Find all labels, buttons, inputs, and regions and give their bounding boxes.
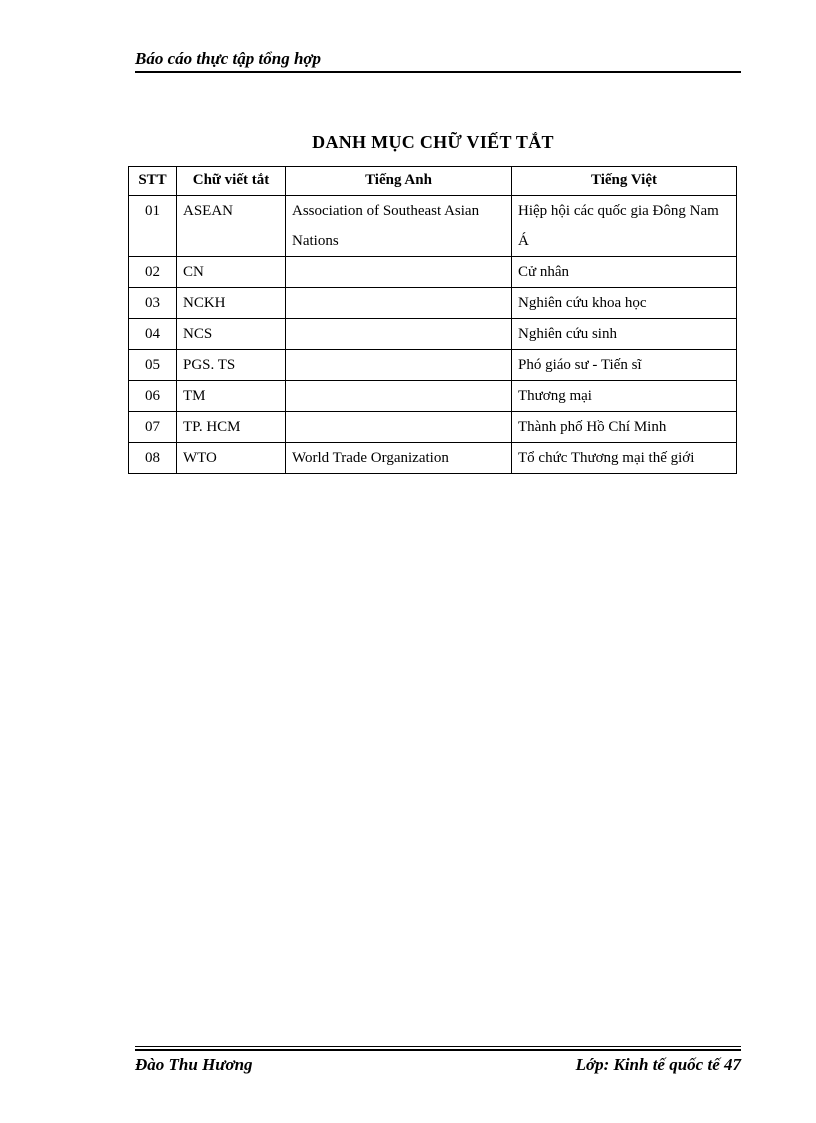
- cell-abbr: CN: [177, 257, 286, 288]
- cell-vietnamese: Cử nhân: [512, 257, 737, 288]
- page-header: [135, 48, 741, 70]
- footer-author: Đào Thu Hương: [135, 1055, 253, 1074]
- cell-english: [286, 319, 512, 350]
- table-row: [129, 350, 737, 381]
- header-english: Tiếng Anh: [286, 167, 512, 196]
- table-row: [129, 257, 737, 288]
- cell-english: [286, 350, 512, 381]
- table-row: [129, 319, 737, 350]
- cell-stt: 07: [129, 412, 177, 443]
- cell-vietnamese: Thương mại: [512, 381, 737, 412]
- cell-english: [286, 381, 512, 412]
- header-stt: STT: [129, 167, 177, 196]
- cell-english: Association of Southeast Asian Nations: [286, 196, 512, 257]
- cell-english: World Trade Organization: [286, 443, 512, 474]
- footer-class: Lớp: Kinh tế quốc tế 47: [575, 1055, 741, 1074]
- cell-abbr: WTO: [177, 443, 286, 474]
- cell-vietnamese: Hiệp hội các quốc gia Đông Nam Á: [512, 196, 737, 257]
- cell-vietnamese: Tổ chức Thương mại thế giới: [512, 443, 737, 474]
- cell-english: [286, 288, 512, 319]
- cell-abbr: NCS: [177, 319, 286, 350]
- header-vietnamese: Tiếng Việt: [512, 167, 737, 196]
- cell-vietnamese: Nghiên cứu khoa học: [512, 288, 737, 319]
- abbreviation-table: [128, 166, 737, 474]
- cell-stt: 04: [129, 319, 177, 350]
- cell-stt: 02: [129, 257, 177, 288]
- cell-english: [286, 257, 512, 288]
- cell-abbr: PGS. TS: [177, 350, 286, 381]
- cell-vietnamese: Nghiên cứu sinh: [512, 319, 737, 350]
- cell-stt: 01: [129, 196, 177, 257]
- header-abbr: Chữ viết tắt: [177, 167, 286, 196]
- cell-abbr: TM: [177, 381, 286, 412]
- table-row: [129, 196, 737, 257]
- header-title: Báo cáo thực tập tổng hợp: [135, 49, 322, 68]
- table-row: [129, 443, 737, 474]
- cell-stt: 05: [129, 350, 177, 381]
- cell-stt: 08: [129, 443, 177, 474]
- cell-english: [286, 412, 512, 443]
- cell-stt: 06: [129, 381, 177, 412]
- document-title: DANH MỤC CHỮ VIẾT TẮT: [312, 132, 554, 152]
- footer-rule: [135, 1049, 741, 1051]
- cell-vietnamese: Phó giáo sư - Tiến sĩ: [512, 350, 737, 381]
- cell-abbr: ASEAN: [177, 196, 286, 257]
- table-row: [129, 412, 737, 443]
- table-header-row: [129, 167, 737, 196]
- footer-rule: [135, 1046, 741, 1047]
- table-row: [129, 288, 737, 319]
- cell-abbr: TP. HCM: [177, 412, 286, 443]
- header-rule: [135, 71, 741, 73]
- cell-vietnamese: Thành phố Hồ Chí Minh: [512, 412, 737, 443]
- cell-stt: 03: [129, 288, 177, 319]
- cell-abbr: NCKH: [177, 288, 286, 319]
- table-row: [129, 381, 737, 412]
